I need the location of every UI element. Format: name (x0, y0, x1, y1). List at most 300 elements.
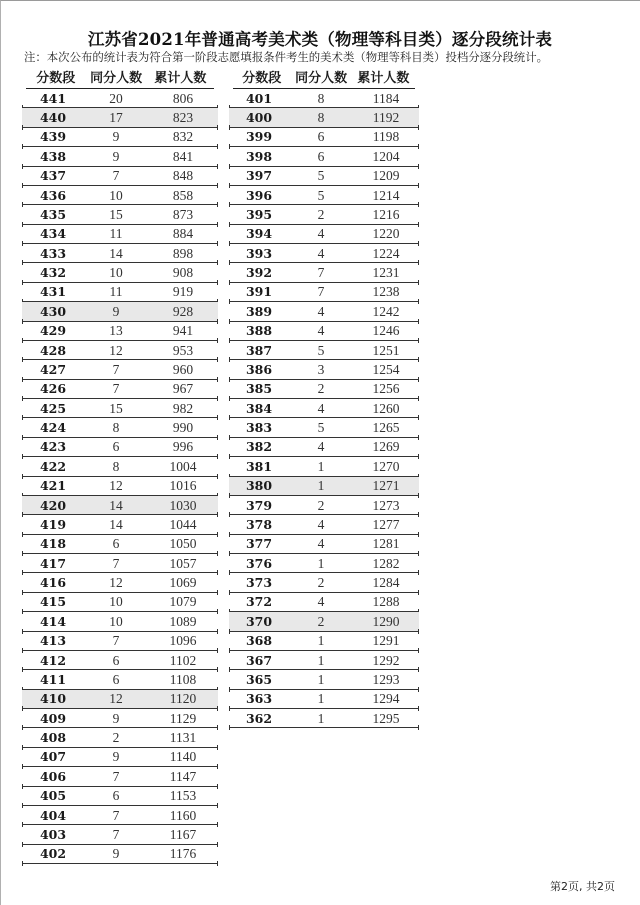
cumulative-cell: 1293 (372, 671, 400, 687)
score-cell: 368 (245, 633, 273, 649)
score-cell: 410 (39, 691, 67, 707)
cumulative-cell: 953 (172, 342, 194, 358)
table-row (22, 825, 218, 844)
score-cell: 367 (245, 652, 273, 668)
score-cell: 400 (245, 110, 273, 126)
same-count-cell: 4 (317, 303, 325, 319)
header-cumulative: 累计人数 (154, 71, 207, 86)
table-row (22, 573, 218, 592)
score-cell: 433 (39, 245, 67, 261)
cumulative-cell: 1271 (372, 478, 400, 494)
table-row (229, 302, 419, 321)
cumulative-cell: 1242 (372, 303, 400, 319)
same-count-cell: 3 (317, 361, 325, 377)
score-cell: 392 (245, 265, 273, 281)
cumulative-cell: 990 (172, 420, 194, 436)
score-cell: 365 (245, 671, 273, 687)
score-cell: 409 (39, 710, 67, 726)
cumulative-cell: 884 (172, 226, 194, 242)
header-score: 分数段 (36, 71, 76, 86)
table-row (229, 341, 419, 360)
same-count-cell: 8 (112, 458, 120, 474)
same-count-cell: 1 (317, 478, 325, 494)
same-count-cell: 1 (317, 671, 325, 687)
cumulative-cell: 806 (172, 90, 194, 106)
score-cell: 432 (39, 265, 67, 281)
score-cell: 423 (39, 439, 67, 455)
table-row (229, 263, 419, 282)
same-count-cell: 9 (112, 710, 120, 726)
score-cell: 426 (39, 381, 67, 397)
score-cell: 398 (245, 148, 273, 164)
same-count-cell: 6 (317, 148, 325, 164)
table-row (229, 244, 419, 263)
table-row (229, 651, 419, 670)
table-row (22, 612, 218, 631)
table-row (22, 244, 218, 263)
same-count-cell: 7 (317, 284, 325, 300)
table-row (229, 670, 419, 689)
same-count-cell: 14 (109, 516, 123, 532)
same-count-cell: 1 (317, 691, 325, 707)
cumulative-cell: 1131 (169, 730, 197, 746)
score-cell: 399 (245, 129, 273, 145)
table-row (22, 380, 218, 399)
same-count-cell: 12 (109, 575, 123, 591)
table-row (229, 167, 419, 186)
page-number: 第2页, 共2页 (550, 880, 615, 893)
same-count-cell: 4 (317, 245, 325, 261)
score-cell: 391 (245, 284, 273, 300)
cumulative-cell: 928 (172, 303, 194, 319)
table-row (22, 690, 218, 709)
same-count-cell: 7 (112, 555, 120, 571)
score-cell: 362 (245, 710, 273, 726)
table-row (22, 108, 218, 127)
score-cell: 404 (39, 807, 67, 823)
score-table-right (229, 68, 419, 728)
table-row (229, 186, 419, 205)
cumulative-cell: 1269 (372, 439, 400, 455)
cumulative-cell: 908 (172, 265, 194, 281)
cumulative-cell: 1160 (169, 807, 197, 823)
same-count-cell: 5 (317, 342, 325, 358)
document-title: 江苏省2021年普通高考美术类（物理等科目类）逐分段统计表 (87, 30, 553, 49)
cumulative-cell: 1050 (169, 536, 197, 552)
same-count-cell: 8 (112, 420, 120, 436)
same-count-cell: 2 (317, 381, 325, 397)
same-count-cell: 9 (112, 303, 120, 319)
cumulative-cell: 1129 (169, 710, 197, 726)
table-row (22, 399, 218, 418)
table-row (22, 457, 218, 476)
score-cell: 378 (245, 516, 273, 532)
cumulative-cell: 1220 (372, 226, 400, 242)
score-cell: 420 (39, 497, 67, 513)
score-cell: 380 (245, 478, 273, 494)
table-row (229, 438, 419, 457)
table-row (22, 147, 218, 166)
table-row (229, 632, 419, 651)
same-count-cell: 4 (317, 400, 325, 416)
cumulative-cell: 841 (172, 148, 194, 164)
same-count-cell: 15 (109, 400, 123, 416)
cumulative-cell: 1292 (372, 652, 400, 668)
cumulative-cell: 1209 (372, 168, 400, 184)
score-cell: 394 (245, 226, 273, 242)
table-row (229, 457, 419, 476)
header-same-count: 同分人数 (90, 71, 143, 86)
table-row (22, 186, 218, 205)
same-count-cell: 17 (109, 110, 123, 126)
table-header (26, 68, 214, 89)
table-row (22, 128, 218, 147)
score-cell: 381 (245, 458, 273, 474)
same-count-cell: 12 (109, 691, 123, 707)
table-row (229, 225, 419, 244)
table-header (233, 68, 415, 89)
score-cell: 441 (39, 90, 67, 106)
score-cell: 385 (245, 381, 273, 397)
cumulative-cell: 1198 (372, 129, 400, 145)
table-row (22, 787, 218, 806)
score-cell: 379 (245, 497, 273, 513)
same-count-cell: 2 (317, 575, 325, 591)
same-count-cell: 9 (112, 148, 120, 164)
score-cell: 376 (245, 555, 273, 571)
cumulative-cell: 1108 (169, 671, 197, 687)
cumulative-cell: 1147 (169, 768, 197, 784)
same-count-cell: 5 (317, 187, 325, 203)
cumulative-cell: 1153 (169, 788, 197, 804)
table-row (229, 573, 419, 592)
same-count-cell: 15 (109, 206, 123, 222)
table-row (22, 496, 218, 515)
same-count-cell: 14 (109, 245, 123, 261)
table-row (229, 515, 419, 534)
same-count-cell: 4 (317, 323, 325, 339)
cumulative-cell: 1089 (169, 613, 197, 629)
score-cell: 422 (39, 458, 67, 474)
table-row (229, 690, 419, 709)
same-count-cell: 7 (112, 633, 120, 649)
table-row (22, 806, 218, 825)
score-cell: 437 (39, 168, 67, 184)
cumulative-cell: 873 (172, 206, 194, 222)
score-cell: 372 (245, 594, 273, 610)
cumulative-cell: 1140 (169, 749, 197, 765)
cumulative-cell: 1102 (169, 652, 197, 668)
same-count-cell: 4 (317, 439, 325, 455)
table-row (229, 612, 419, 631)
cumulative-cell: 1204 (372, 148, 400, 164)
table-row (22, 709, 218, 728)
cumulative-cell: 1281 (372, 536, 400, 552)
cumulative-cell: 1216 (372, 206, 400, 222)
cumulative-cell: 1214 (372, 187, 400, 203)
score-cell: 395 (245, 206, 273, 222)
score-cell: 419 (39, 516, 67, 532)
same-count-cell: 6 (317, 129, 325, 145)
cumulative-cell: 1016 (169, 478, 197, 494)
table-row (22, 748, 218, 767)
cumulative-cell: 919 (172, 284, 194, 300)
table-row (229, 89, 419, 108)
same-count-cell: 1 (317, 555, 325, 571)
same-count-cell: 14 (109, 497, 123, 513)
cumulative-cell: 1176 (169, 846, 197, 862)
score-cell: 416 (39, 575, 67, 591)
cumulative-cell: 1192 (372, 110, 400, 126)
table-row (22, 651, 218, 670)
table-row (229, 535, 419, 554)
header-same-count: 同分人数 (295, 71, 348, 86)
score-cell: 417 (39, 555, 67, 571)
score-cell: 402 (39, 846, 67, 862)
cumulative-cell: 823 (172, 110, 194, 126)
cumulative-cell: 1246 (372, 323, 400, 339)
cumulative-cell: 1238 (372, 284, 400, 300)
table-row (229, 205, 419, 224)
table-row (22, 322, 218, 341)
cumulative-cell: 1273 (372, 497, 400, 513)
score-cell: 389 (245, 303, 273, 319)
table-row (229, 593, 419, 612)
table-row (22, 632, 218, 651)
table-row (229, 709, 419, 728)
same-count-cell: 20 (109, 90, 123, 106)
same-count-cell: 7 (112, 807, 120, 823)
header-cumulative: 累计人数 (357, 71, 410, 86)
cumulative-cell: 1224 (372, 245, 400, 261)
same-count-cell: 2 (317, 206, 325, 222)
same-count-cell: 10 (109, 613, 123, 629)
table-row (229, 322, 419, 341)
score-cell: 407 (39, 749, 67, 765)
table-row (229, 147, 419, 166)
table-row (22, 845, 218, 864)
table-row (229, 380, 419, 399)
table-row (22, 89, 218, 108)
score-cell: 439 (39, 129, 67, 145)
table-row (229, 496, 419, 515)
table-row (22, 418, 218, 437)
same-count-cell: 12 (109, 342, 123, 358)
same-count-cell: 6 (112, 439, 120, 455)
table-row (22, 341, 218, 360)
same-count-cell: 7 (112, 168, 120, 184)
cumulative-cell: 1284 (372, 575, 400, 591)
table-row (22, 225, 218, 244)
same-count-cell: 8 (317, 110, 325, 126)
cumulative-cell: 1290 (372, 613, 400, 629)
same-count-cell: 13 (109, 323, 123, 339)
same-count-cell: 4 (317, 536, 325, 552)
same-count-cell: 6 (112, 536, 120, 552)
cumulative-cell: 898 (172, 245, 194, 261)
cumulative-cell: 832 (172, 129, 194, 145)
table-row (229, 283, 419, 302)
same-count-cell: 1 (317, 652, 325, 668)
same-count-cell: 12 (109, 478, 123, 494)
table-row (22, 477, 218, 496)
cumulative-cell: 1260 (372, 400, 400, 416)
cumulative-cell: 1167 (169, 826, 197, 842)
table-row (229, 360, 419, 379)
same-count-cell: 7 (112, 768, 120, 784)
score-cell: 428 (39, 342, 67, 358)
cumulative-cell: 1254 (372, 361, 400, 377)
cumulative-cell: 941 (172, 323, 194, 339)
score-cell: 440 (39, 110, 67, 126)
document-note: 注：本次公布的统计表为符合第一阶段志愿填报条件考生的美术类（物理等科目类）投档分逐分段统计。 (24, 50, 548, 64)
score-cell: 383 (245, 420, 273, 436)
table-row (22, 554, 218, 573)
cumulative-cell: 1231 (372, 265, 400, 281)
same-count-cell: 9 (112, 749, 120, 765)
same-count-cell: 6 (112, 652, 120, 668)
score-cell: 403 (39, 826, 67, 842)
same-count-cell: 4 (317, 516, 325, 532)
cumulative-cell: 858 (172, 187, 194, 203)
table-row (22, 283, 218, 302)
cumulative-cell: 1277 (372, 516, 400, 532)
same-count-cell: 10 (109, 187, 123, 203)
table-row (22, 302, 218, 321)
score-cell: 388 (245, 323, 273, 339)
score-cell: 387 (245, 342, 273, 358)
score-cell: 393 (245, 245, 273, 261)
score-cell: 411 (39, 671, 67, 687)
score-table-left (22, 68, 218, 864)
score-cell: 373 (245, 575, 273, 591)
table-row (22, 670, 218, 689)
cumulative-cell: 1291 (372, 633, 400, 649)
score-cell: 427 (39, 361, 67, 377)
cumulative-cell: 1184 (372, 90, 400, 106)
score-cell: 415 (39, 594, 67, 610)
cumulative-cell: 1057 (169, 555, 197, 571)
score-cell: 377 (245, 536, 273, 552)
score-cell: 370 (245, 613, 273, 629)
cumulative-cell: 1294 (372, 691, 400, 707)
score-cell: 386 (245, 361, 273, 377)
table-row (22, 438, 218, 457)
table-row (22, 593, 218, 612)
header-score: 分数段 (242, 71, 282, 86)
table-row (229, 554, 419, 573)
table-row (229, 477, 419, 496)
same-count-cell: 5 (317, 168, 325, 184)
cumulative-cell: 848 (172, 168, 194, 184)
cumulative-cell: 982 (172, 400, 194, 416)
same-count-cell: 1 (317, 710, 325, 726)
same-count-cell: 2 (112, 730, 120, 746)
table-row (22, 263, 218, 282)
table-row (229, 399, 419, 418)
cumulative-cell: 1295 (372, 710, 400, 726)
table-row (22, 767, 218, 786)
same-count-cell: 6 (112, 671, 120, 687)
score-cell: 384 (245, 400, 273, 416)
score-cell: 396 (245, 187, 273, 203)
same-count-cell: 8 (317, 90, 325, 106)
cumulative-cell: 1044 (169, 516, 197, 532)
score-cell: 434 (39, 226, 67, 242)
cumulative-cell: 1288 (372, 594, 400, 610)
table-body (229, 89, 419, 728)
table-body (22, 89, 218, 864)
score-cell: 424 (39, 420, 67, 436)
score-cell: 401 (245, 90, 273, 106)
score-cell: 412 (39, 652, 67, 668)
cumulative-cell: 1256 (372, 381, 400, 397)
cumulative-cell: 1270 (372, 458, 400, 474)
same-count-cell: 5 (317, 420, 325, 436)
same-count-cell: 1 (317, 458, 325, 474)
score-cell: 363 (245, 691, 273, 707)
same-count-cell: 2 (317, 613, 325, 629)
score-cell: 436 (39, 187, 67, 203)
same-count-cell: 9 (112, 846, 120, 862)
score-cell: 425 (39, 400, 67, 416)
same-count-cell: 4 (317, 594, 325, 610)
cumulative-cell: 1030 (169, 497, 197, 513)
score-cell: 408 (39, 730, 67, 746)
cumulative-cell: 1251 (372, 342, 400, 358)
table-row (22, 360, 218, 379)
cumulative-cell: 967 (172, 381, 194, 397)
cumulative-cell: 1004 (169, 458, 197, 474)
cumulative-cell: 996 (172, 439, 194, 455)
table-row (22, 205, 218, 224)
cumulative-cell: 1120 (169, 691, 197, 707)
score-cell: 435 (39, 206, 67, 222)
same-count-cell: 9 (112, 129, 120, 145)
score-cell: 413 (39, 633, 67, 649)
cumulative-cell: 1079 (169, 594, 197, 610)
cumulative-cell: 960 (172, 361, 194, 377)
same-count-cell: 7 (112, 381, 120, 397)
cumulative-cell: 1265 (372, 420, 400, 436)
score-cell: 405 (39, 788, 67, 804)
table-row (22, 728, 218, 747)
same-count-cell: 10 (109, 594, 123, 610)
score-cell: 438 (39, 148, 67, 164)
same-count-cell: 7 (317, 265, 325, 281)
score-cell: 431 (39, 284, 67, 300)
same-count-cell: 4 (317, 226, 325, 242)
same-count-cell: 2 (317, 497, 325, 513)
score-cell: 414 (39, 613, 67, 629)
table-row (229, 418, 419, 437)
same-count-cell: 1 (317, 633, 325, 649)
score-cell: 382 (245, 439, 273, 455)
same-count-cell: 6 (112, 788, 120, 804)
score-cell: 421 (39, 478, 67, 494)
table-row (22, 515, 218, 534)
cumulative-cell: 1069 (169, 575, 197, 591)
same-count-cell: 7 (112, 361, 120, 377)
same-count-cell: 11 (109, 226, 123, 242)
table-row (22, 535, 218, 554)
same-count-cell: 11 (109, 284, 123, 300)
table-row (229, 108, 419, 127)
score-cell: 429 (39, 323, 67, 339)
cumulative-cell: 1282 (372, 555, 400, 571)
score-cell: 406 (39, 768, 67, 784)
cumulative-cell: 1096 (169, 633, 197, 649)
